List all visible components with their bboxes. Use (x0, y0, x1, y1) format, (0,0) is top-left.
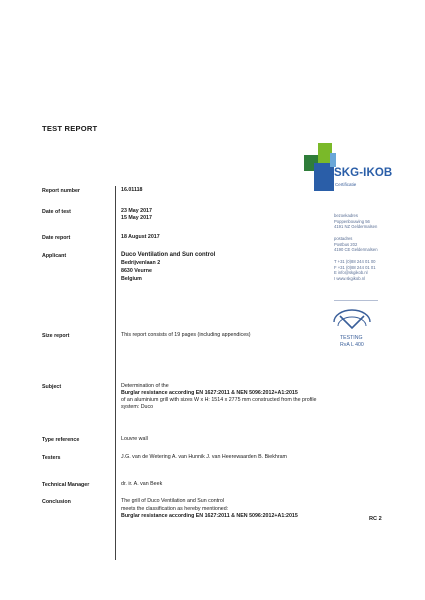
technical-manager-label: Technical Manager (42, 482, 90, 488)
post-address-heading: postadres (334, 236, 353, 241)
date-of-test-value-1: 23 May 2017 (121, 208, 152, 214)
conclusion-label: Conclusion (42, 499, 71, 505)
label-value-divider (115, 186, 116, 560)
logo-name: SKG-IKOB (334, 167, 393, 179)
conclusion-line-1: The grill of Duco Ventilation and Sun control (121, 498, 225, 504)
subject-line-4: system: Duco (121, 404, 154, 410)
fax: F +31 (0)88 244 01 01 (334, 264, 376, 270)
type-reference-value: Louvre wall (121, 436, 148, 442)
stamp-line2: RvA L 400 (340, 342, 364, 348)
post-address-city: 4190 CE Geldermalsen (334, 247, 378, 252)
visit-address-city: 4191 NZ Geldermalsen (334, 224, 378, 229)
type-reference-label: Type reference (42, 437, 80, 443)
applicant-street: Bedrijvenlaan 2 (121, 260, 161, 266)
date-report-value: 18 August 2017 (121, 234, 160, 240)
date-of-test-label: Date of test (42, 209, 71, 215)
stamp-line1: TESTING (340, 335, 363, 341)
date-of-test-value-2: 15 May 2017 (121, 215, 152, 221)
conclusion-line-2: meets the classification as hereby mentioned: (121, 505, 229, 512)
phone: T +31 (0)88 244 01 00 (334, 259, 376, 264)
visit-address-heading: bezoekadres (334, 213, 358, 218)
rva-accreditation-stamp-icon (326, 308, 378, 350)
email: E info@skgikob.nl (334, 270, 368, 275)
applicant-label: Applicant (42, 253, 67, 259)
conclusion-line-3: Burglar resistance according EN 1627:2011 & NEN 5096:2012+A1:2015 (121, 513, 298, 519)
subject-line-1: Determination of the (121, 383, 169, 389)
subject-line-2: Burglar resistance according EN 1627:2011 & NEN 5096:2012+A1:2015 (121, 390, 298, 396)
report-number-label: Report number (42, 188, 80, 194)
subject-line-3: of an aluminium grill with sizes W x H: 1514 x 2775 mm constructed from the profile (121, 397, 317, 403)
technical-manager-value: dr. ir. A. van Beek (121, 481, 163, 487)
date-report-label: Date report (42, 235, 71, 241)
applicant-country: Belgium (121, 276, 142, 282)
address-divider (334, 300, 378, 301)
subject-label: Subject (42, 384, 62, 390)
logo-subtitle: Certificatie (335, 182, 357, 187)
testers-value: J.G. van de Wetering A. van Hunnik J. van Heerewaarden B. Biekhram (121, 454, 287, 460)
conclusion-classification: RC 2 (369, 516, 382, 522)
testers-label: Testers (42, 455, 61, 461)
report-number-value: 16.01118 (121, 187, 143, 193)
post-address-box: Postbus 202 (334, 241, 358, 247)
website: I www.skgikob.nl (334, 275, 365, 281)
size-report-value: This report consists of 19 pages (including appendices) (121, 332, 251, 338)
size-report-label: Size report (42, 333, 70, 339)
applicant-name: Duco Ventilation and Sun control (121, 252, 216, 258)
applicant-city: 8630 Veurne (121, 268, 152, 274)
report-title: TEST REPORT (42, 124, 98, 133)
visit-address-street: Poppenbouwing 56 (334, 218, 370, 224)
